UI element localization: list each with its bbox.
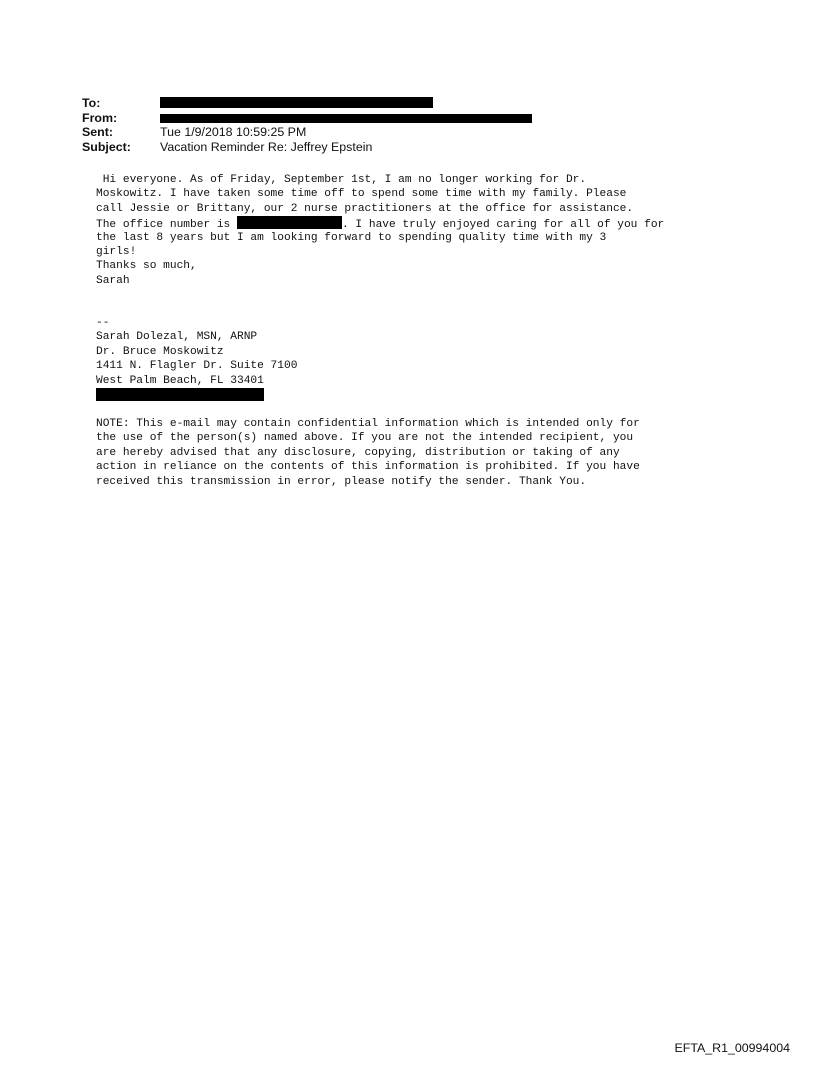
- note-line: the use of the person(s) named above. If you are not the intended recipient, you: [96, 432, 634, 445]
- office-number-suffix: . I have truly enjoyed caring for all of you for: [342, 219, 665, 232]
- body-line: the last 8 years but I am looking forward to spending quality time with my 3: [96, 231, 607, 244]
- from-redaction: [160, 114, 532, 123]
- to-redaction: [160, 97, 433, 108]
- to-label: To:: [82, 96, 101, 110]
- signature-address2: West Palm Beach, FL 33401: [96, 374, 264, 387]
- sent-value: Tue 1/9/2018 10:59:25 PM: [160, 125, 307, 140]
- subject-label: Subject:: [82, 139, 131, 154]
- body-line: Thanks so much,: [96, 260, 197, 273]
- subject-value: Vacation Reminder Re: Jeffrey Epstein: [160, 139, 373, 154]
- note-line: received this transmission in error, please notify the sender. Thank You.: [96, 475, 587, 488]
- note-line: NOTE: This e-mail may contain confidential information which is intended only for: [96, 418, 640, 430]
- signature-name: Sarah Dolezal, MSN, ARNP: [96, 331, 258, 344]
- body-line: Hi everyone. As of Friday, September 1st, I am no longer working for Dr.: [96, 174, 587, 186]
- signature-address1: 1411 N. Flagler Dr. Suite 7100: [96, 360, 298, 373]
- signature-separator: --: [96, 317, 110, 329]
- office-number-redaction: [237, 216, 342, 229]
- body-line-office-number: [96, 216, 664, 230]
- body-line: call Jessie or Brittany, our 2 nurse practitioners at the office for assistance.: [96, 202, 634, 215]
- signature-practice: Dr. Bruce Moskowitz: [96, 345, 224, 358]
- note-line: are hereby advised that any disclosure, copying, distribution or taking of any: [96, 446, 620, 459]
- note-line: action in reliance on the contents of this information is prohibited. If you have: [96, 461, 640, 474]
- signature-block: [96, 316, 297, 402]
- signature-redaction-row: [96, 388, 297, 402]
- confidentiality-note: [96, 417, 640, 489]
- signature-redaction: [96, 388, 264, 401]
- sent-label: Sent:: [82, 125, 113, 140]
- document-id: EFTA_R1_00994004: [674, 1041, 790, 1055]
- body-line: girls!: [96, 245, 137, 258]
- body-line: Sarah: [96, 274, 130, 287]
- office-number-prefix: The office number is: [96, 219, 237, 232]
- body-line: Moskowitz. I have taken some time off to spend some time with my family. Please: [96, 188, 627, 201]
- from-label: From:: [82, 110, 118, 125]
- email-body: [96, 173, 664, 288]
